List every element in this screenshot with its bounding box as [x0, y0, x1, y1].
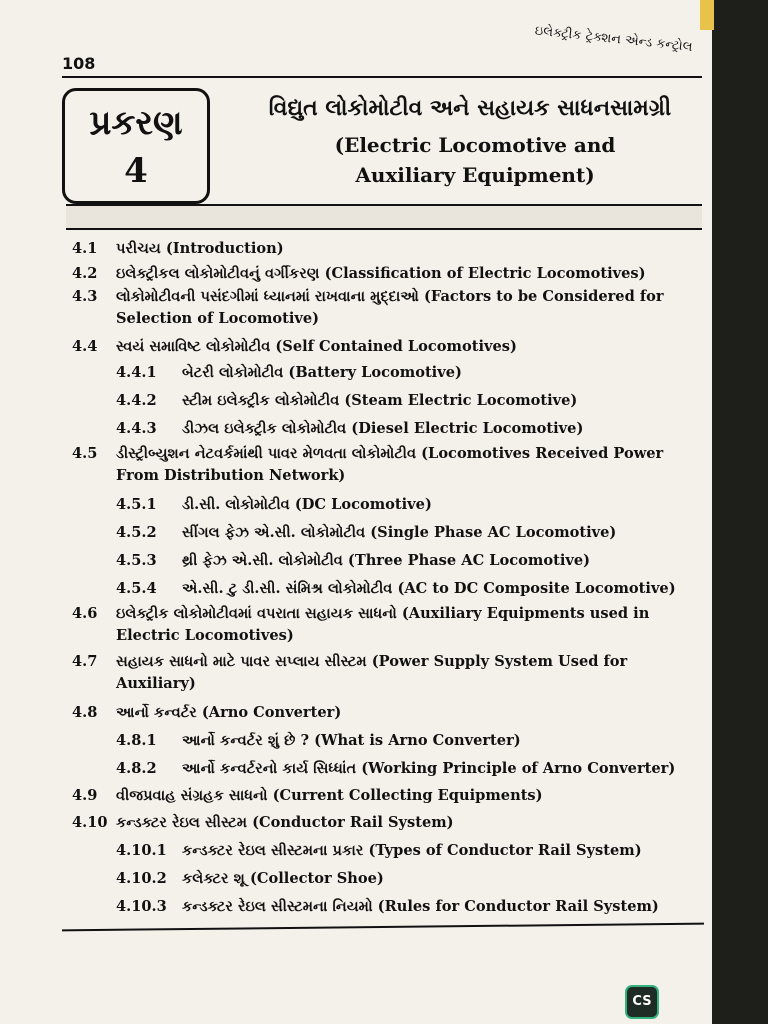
toc-entry-title: લોકોમોટીવની પસંદગીમાં ધ્યાનમાં રાખવાના મુદ્દાઓ (Factors to be Considered for Selection of Locomotive) [116, 288, 664, 327]
toc-entry-number: 4.5.3 [116, 552, 157, 569]
toc-entry-title: કન્ડક્ટર રેઇલ સીસ્ટમના નિયમો (Rules for Conductor Rail System) [182, 898, 659, 915]
toc-entry-number: 4.5.1 [116, 496, 157, 513]
toc-entry [72, 809, 700, 837]
toc-entry-number: 4.10.3 [116, 898, 167, 915]
toc-entry-title: ડીઝલ ઇલેક્ટ્રીક લોકોમોટીવ (Diesel Electric Locomotive) [182, 420, 584, 437]
toc-entry [72, 359, 700, 387]
chapter-title-gujarati: વિદ્યુત લોકોમોટીવ અને સહાયક સાધનસામગ્રી [268, 96, 672, 121]
toc-entry [72, 519, 700, 547]
toc-entry-title: સ્વયં સમાવિષ્ટ લોકોમોટીવ (Self Contained Locomotives) [116, 338, 517, 355]
toc-entry-number: 4.7 [72, 653, 98, 670]
toc-entry-title: ઇલેક્ટ્રીકલ લોકોમોટીવનું વર્ગીકરણ (Classification of Electric Locomotives) [116, 265, 646, 282]
page-edge [700, 0, 714, 30]
toc-entry-number: 4.5.2 [116, 524, 157, 541]
toc-entry-title: સીંગલ ફેઝ એ.સી. લોકોમોટીવ (Single Phase AC Locomotive) [182, 524, 617, 541]
toc-entry-title: આર્નો કન્વર્ટર (Arno Converter) [116, 704, 342, 721]
toc-entry-title: બેટરી લોકોમોટીવ (Battery Locomotive) [182, 364, 462, 381]
toc-entry-number: 4.8.2 [116, 760, 157, 777]
chapter-label: પ્રકરણ [89, 103, 183, 143]
toc-entry [72, 236, 700, 261]
chapter-title-line-1: (Electric Locomotive and [334, 133, 616, 157]
toc-entry-number: 4.1 [72, 240, 98, 257]
toc-entry-number: 4.10.1 [116, 842, 167, 859]
toc-entry [72, 286, 700, 334]
chapter-number: 4 [124, 151, 148, 191]
toc-entry-title: ઇલેક્ટ્રીક લોકોમોટીવમાં વપરાતા સહાયક સાધનો (Auxiliary Equipments used in Electric Locomotives) [116, 605, 650, 644]
toc-entry [72, 727, 700, 755]
toc-entry-number: 4.10.2 [116, 870, 167, 887]
toc-entry-number: 4.8.1 [116, 732, 157, 749]
toc-entry [72, 755, 700, 783]
toc-entry-title: કન્ડક્ટર રેઇલ સીસ્ટમના પ્રકાર (Types of Conductor Rail System) [182, 842, 642, 859]
toc-entry-number: 4.3 [72, 288, 98, 305]
toc-entry-title: કન્ડક્ટર રેઇલ સીસ્ટમ (Conductor Rail System) [116, 814, 454, 831]
toc-entry [72, 334, 700, 359]
header-divider [62, 76, 702, 78]
toc-entry-number: 4.10 [72, 814, 108, 831]
toc-entry [72, 387, 700, 415]
toc-entry-title: આર્નો કન્વર્ટરનો કાર્ય સિધ્ધાંત (Working Principle of Arno Converter) [182, 760, 676, 777]
toc-entry-number: 4.2 [72, 265, 98, 282]
title-divider [66, 204, 702, 230]
toc-entry-number: 4.8 [72, 704, 98, 721]
toc-entry [72, 603, 700, 651]
toc-entry-title: સહાયક સાધનો માટે પાવર સપ્લાય સીસ્ટમ (Power Supply System Used for Auxiliary) [116, 653, 628, 692]
toc-entry-title: થ્રી ફેઝ એ.સી. લોકોમોટીવ (Three Phase AC Locomotive) [182, 552, 591, 569]
toc-entry-number: 4.5 [72, 445, 98, 462]
chapter-box [62, 88, 210, 204]
toc-entry-number: 4.4 [72, 338, 98, 355]
camscanner-badge: CS [625, 985, 659, 1019]
toc-entry [72, 865, 700, 893]
chapter-title-english [270, 130, 680, 190]
toc-entry-title: પરીચય (Introduction) [116, 240, 284, 257]
toc-entry-title: કલેક્ટર શૂ (Collector Shoe) [182, 870, 384, 887]
toc-entry-number: 4.5.4 [116, 580, 157, 597]
toc-entry-title: એ.સી. ટુ ડી.સી. સંમિશ્ર લોકોમોટીવ (AC to DC Composite Locomotive) [182, 580, 676, 597]
toc-entry [72, 893, 700, 921]
toc-entry [72, 837, 700, 865]
page-number: 108 [62, 54, 96, 73]
toc-entry-title: વીજપ્રવાહ સંગ્રહક સાધનો (Current Collecting Equipments) [116, 787, 543, 804]
toc-entry [72, 547, 700, 575]
bottom-divider [62, 923, 704, 932]
toc-entry-number: 4.4.2 [116, 392, 157, 409]
toc-entry [72, 783, 700, 809]
running-header: ઇલેક્ટ્રીક ટ્રેક્શન એન્ડ કન્ટ્રોલ [533, 23, 693, 55]
toc-entry [72, 575, 700, 603]
toc-entry [72, 651, 700, 699]
toc-entry-title: સ્ટીમ ઇલેક્ટ્રીક લોકોમોટીવ (Steam Electric Locomotive) [182, 392, 578, 409]
toc-entry-title: આર્નો કન્વર્ટર શું છે ? (What is Arno Converter) [182, 732, 521, 749]
toc-entry-title: ડી.સી. લોકોમોટીવ (DC Locomotive) [182, 496, 432, 513]
toc-entry [72, 415, 700, 443]
toc-entry-number: 4.6 [72, 605, 98, 622]
toc-entry-number: 4.9 [72, 787, 98, 804]
toc-entry-title: ડીસ્ટ્રીબ્યુશન નેટવર્કમાંથી પાવર મેળવતા લોકોમોટીવ (Locomotives Received Power From Distribution Network) [116, 445, 664, 484]
toc-entry [72, 443, 700, 491]
toc-entry [72, 699, 700, 727]
toc-entry [72, 491, 700, 519]
table-of-contents [72, 236, 700, 921]
chapter-title-line-2: Auxiliary Equipment) [355, 163, 595, 187]
toc-entry-number: 4.4.3 [116, 420, 157, 437]
toc-entry-number: 4.4.1 [116, 364, 157, 381]
toc-entry [72, 261, 700, 286]
